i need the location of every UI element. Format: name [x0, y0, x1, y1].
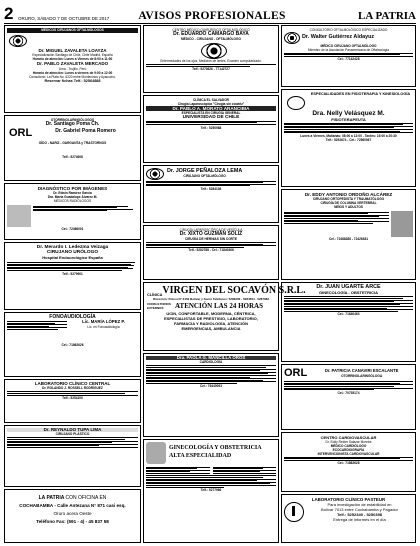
ad-phone: Telf.: 5284136 [200, 186, 222, 191]
ad-text: Horario de atención: Lunes a viernes de 9:00 a 12:00 [32, 71, 113, 76]
ad-phone: Cel.: 77142428 [337, 57, 360, 62]
newspaper-name: LA PATRIA [358, 10, 416, 22]
doctor-name: Dra. Marta Guadalupe Álvarez M. [47, 194, 98, 199]
university-name: UNIVERSIDAD DE CHILE [182, 114, 240, 120]
ad-text: Especialización Santiago de Chile, Chile Madrid, España [32, 53, 113, 58]
clinic-service: ESPECIALISTAS DE PRESTIGIO, LABORATORIO, [164, 316, 258, 321]
doctor-name: Dr. PABLO ZAVALETA MERCADO [36, 61, 109, 67]
clinic-logo-icon [146, 442, 166, 464]
ad-phone: Teléfono Fax: (591 - 4) - 45 837 58 [36, 518, 109, 524]
ad-phone: Telf.: 5277966 [200, 488, 222, 493]
ad-cardiovascular [281, 432, 416, 492]
doctor-name: Dr. REYNALDO TUPA LIMA [7, 428, 138, 433]
ad-phone: Telf.: 5274608 [62, 155, 83, 159]
orl-logo-icon: ORL [284, 366, 308, 379]
ad-ugarte [281, 282, 416, 362]
doctor-specialty: NIÑOS Y ADULTOS [334, 204, 363, 209]
ad-mancilla [143, 353, 279, 437]
ad-oftalmologos [4, 25, 141, 113]
ads-grid [4, 25, 416, 543]
ad-camargo [143, 25, 279, 93]
ad-title: CENTRO CARDIOVASCULAR [320, 434, 377, 440]
ad-phone: Telf.: 5282788 - Cel.: 71840366 [188, 248, 234, 253]
ad-phone: Cel.: 72488288 - 72426381 [329, 236, 368, 241]
hands-logo-icon [284, 92, 306, 110]
clinic-name: VIRGEN DEL SOCAVÓN S.R.L. [162, 285, 306, 296]
ad-text: Entrega de informes en el día [333, 517, 386, 522]
ad-diagnostico [4, 183, 141, 240]
doctor-specialty: MÉDICO CARDIÓLOGO [330, 443, 367, 448]
doctor-name: Dr. EDDY ANTONIO ORDOÑO ALCÁREZ [304, 191, 393, 197]
ad-banner: MÉDICOS CIRUJANOS OFTALMÓLOGOS [7, 28, 138, 33]
ad-text: Bolívar 7013 entre Cochabamba y Pagador [321, 507, 398, 512]
ad-text: Lima - Trujillo, Perú [58, 67, 87, 72]
ad-clinica-salvador [143, 95, 279, 163]
eye-icon [146, 168, 164, 180]
ad-phone: Reservar fichas Telf.: 52564888 [44, 79, 101, 84]
page-header [4, 3, 416, 24]
doctor-name: Dra. PAOLA G. MANCILLA OROS [146, 356, 276, 361]
clinic-service: FARMACIA Y RADIOLOGÍA, ATENCIÓN [174, 321, 248, 326]
clinic-address: Dirección: Potosí N° 6152 Bolívar y Sucre Teléfonos: 5283300 - 5284564 - 5287082 [152, 296, 270, 301]
ad-title: LABORATORIO CLÍNICO CENTRAL [34, 380, 111, 386]
doctor-name: Dr. Santiago Poma Ch. [45, 120, 100, 127]
clinic-label: CLÍNICA [147, 292, 163, 297]
ad-la-patria [4, 489, 141, 543]
doctor-name: Dr. Merardo I. Ledezma Veizaga [36, 244, 109, 250]
ad-phone: Telf.: 5273626 - 77142727 [192, 67, 230, 72]
ad-title: FONOAUDIOLOGÍA [49, 313, 96, 320]
ad-text: Cirugía Laparoscópica "Cirugía sin cicatriz" [177, 101, 245, 106]
doctor-name: Dra. Nelly Velásquez M. [312, 109, 385, 117]
ad-text: Enfermedades de los ojos. Medición de lentes. Examen computarizado. [160, 59, 262, 63]
ad-penaloza [143, 165, 279, 223]
ad-phone: Cel.: 71862628 [337, 461, 360, 466]
ad-text: MÉDICOS RADIÓLOGOS [53, 198, 92, 203]
doctor-name: Dr. MIGUEL ZAVALETA LOAYZA [38, 47, 107, 53]
page-number: 2 [4, 4, 14, 23]
doctor-specialty: MÉDICO CIRUJANO OFTALMÓLOGO [320, 43, 377, 48]
doctor-specialty: INTERVENCIONISTA CARDIOVASCULAR [317, 451, 380, 456]
ad-phone: Telf.: 5250988 [200, 125, 222, 130]
ad-fonoaudiologia [4, 312, 141, 377]
skeleton-image [391, 211, 413, 237]
page-date: ORURO, SÁBADO 7 DE OCTUBRE DE 2017 [18, 16, 110, 21]
ad-text: CON OFICINA EN [65, 495, 107, 501]
ad-phone: Telf.: 5254100 [62, 396, 83, 401]
doctor-specialty: GINECOLOGÍA - OBSTETRICIA [319, 290, 378, 296]
eye-icon [201, 43, 227, 59]
ad-text: CENTRO MÉDICO QUIRÚRGICO OFTALMOLÓGICO [172, 27, 250, 32]
ad-text: OÍDO - NARIZ - GARGANTA y TRASTORNOS [38, 141, 107, 145]
doctor-name: Dr. XIXTO GUZMÁN SOLIZ [179, 230, 243, 237]
doctor-specialty: CIRUJANO PLÁSTICO [55, 432, 90, 437]
doctor-name: Dr. ROLANDO J. ROSSELL RODRÍGUEZ [42, 386, 103, 391]
doctor-name: Dr. JORGE PEÑALOZA LEMA [167, 167, 243, 174]
doctor-specialty: MÉDICO - CIRUJANO - OFTALMÓLOGO [181, 37, 241, 41]
clinic-service: EMERGENCIAS, AMBULANCIA [181, 326, 241, 331]
hospital-name: Hospital Endourológico España [42, 255, 103, 261]
doctor-specialty: CARDIOLOGÍA [199, 360, 223, 365]
orl-logo-icon: ORL [9, 127, 33, 139]
doctor-name: Dr. Eddy Reider Salazar Moreira [325, 439, 372, 444]
ad-text: Miembro de la Asociación Panamericana de Oftalmología [307, 47, 390, 52]
ad-phone: Cel.: 70735174 [337, 390, 360, 395]
scanner-image [7, 205, 31, 227]
ad-ginecologia [143, 439, 279, 543]
ad-phone: Telf.: 5252674 - Cel.: 72560067 [325, 137, 372, 142]
ad-text: CONSULTORIO OFTALMOLÓGICO ESPECIALIZADO [309, 27, 388, 32]
ad-traumatologo [281, 189, 416, 280]
ad-canaviri [281, 364, 416, 430]
doctor-name: Dr. PATRICIA CANAVIRI ESCALANTE [324, 368, 399, 374]
eye-icon [284, 32, 300, 44]
doctor-name: Lic. MARÍA LÓPEZ P. [82, 319, 125, 324]
ad-text: Para investigación de estabilidad en [327, 502, 392, 507]
ad-text: CONSULTORIOS EXTERNOS [147, 301, 171, 310]
ad-pasteur [281, 494, 416, 543]
ad-phone: Cel.: 76440093 [200, 384, 222, 389]
microscope-icon [284, 502, 304, 522]
ad-virgen-socavon [143, 282, 306, 351]
ad-text: COCHABAMBA - Calle Antezana N° 871 casi esq. [19, 503, 126, 509]
ad-title: OTORRINOLARINGÓLOGOS [50, 117, 95, 122]
section-title: AVISOS PROFESIONALES [138, 10, 286, 22]
doctor-specialty: FISIOTERAPEUTA [331, 116, 366, 122]
ad-title: DIAGNÓSTICO POR IMÁGENES [37, 185, 108, 191]
ad-cirujano-plastico [4, 425, 141, 487]
ad-phone: Cel.: 71862626 [61, 342, 84, 347]
doctor-specialty: OTORRINOLARINGÓLOGA [341, 373, 383, 378]
ad-text: CIRUGÍA LAPAROSCÓPICA DE VESÍCULA [179, 227, 243, 232]
doctor-specialty: CIRUJANO URÓLOGO [46, 249, 99, 255]
doctor-name: Dr. JUAN UGARTE ARCE [316, 283, 381, 290]
ad-soliz [143, 225, 279, 280]
ad-hours: Lunes a Viernes, Mañanas: 08:00 a 12:00 - Tardes: 15:00 a 20:30 [300, 133, 397, 138]
ad-text: Oruro acera Oeste [53, 510, 92, 516]
doctor-name: Dr. PABLO A. MORATO ARANCIBIA [146, 106, 276, 111]
ad-gutierrez [281, 25, 416, 87]
doctor-name: Dr. Walter Gutiérrez Aldayuz [302, 33, 375, 40]
clinic-service: UCIN, CONFORTABLE, MODERNA, CÉNTRICA, [166, 311, 256, 316]
ad-title: GINECOLOGÍA Y OBSTETRICIA [169, 445, 262, 451]
ad-otorrino [4, 115, 141, 181]
doctor-specialty: CIRUJANO OFTALMÓLOGO [183, 174, 226, 179]
ad-text: Consultorio: La Plata No. 6220 entre Montecinos y Ayacucho. [29, 75, 116, 80]
ad-phone: Cel.: 72486001 [61, 226, 84, 231]
doctor-specialty: ECOCARDIOGRAFÍA [332, 447, 365, 452]
ad-phone: Cel.: 71840463 [337, 312, 360, 317]
doctor-specialty: CIRUGÍA DE COLUMNA VERTEBRAL [320, 200, 377, 205]
ad-title: CLÍNICA EL SALVADOR [192, 97, 229, 102]
doctor-specialty: CIRUGÍA DE HERNIAS SIN CORTE [184, 237, 238, 241]
ad-phone: Telf.: 5252349 - 5250398 [336, 512, 383, 517]
ad-title: ESPECIALIDADES EN FISIOTERAPIA Y KINESIOLOGÍA [310, 91, 411, 96]
doctor-specialty: CIRUJANO ORTOPEDISTA Y TRAUMATÓLOGO [312, 196, 385, 201]
ad-title: LABORATORIO CLÍNICO PASTEUR [311, 496, 386, 502]
doctor-name: Dr. Edwin Ramírez García [53, 190, 92, 195]
ad-fisioterapia [281, 89, 416, 187]
ad-phone: Telf.: 5279901 [62, 271, 83, 276]
eye-icon [9, 35, 27, 47]
ad-text: Horario de atención: Lunes a Viernes de 8:00 a 11:00 [32, 57, 113, 62]
ad-urologo [4, 242, 141, 310]
ad-text: Lic. en Fonoaudiología [87, 324, 120, 329]
ad-subtitle: ALTA ESPECIALIDAD [169, 452, 232, 459]
clinic-hours: ATENCIÓN LAS 24 HORAS [175, 302, 263, 311]
doctor-name: Dr. Gabriel Poma Romero [55, 128, 116, 134]
ad-laboratorio-central [4, 379, 141, 423]
doctor-name: Dr. EDUARDO CAMARGO BAYA [173, 30, 249, 37]
doctor-specialty: ESPECIALISTA EN CIRUGÍA GENERAL [181, 110, 241, 115]
paper-name: LA PATRIA [38, 495, 65, 501]
